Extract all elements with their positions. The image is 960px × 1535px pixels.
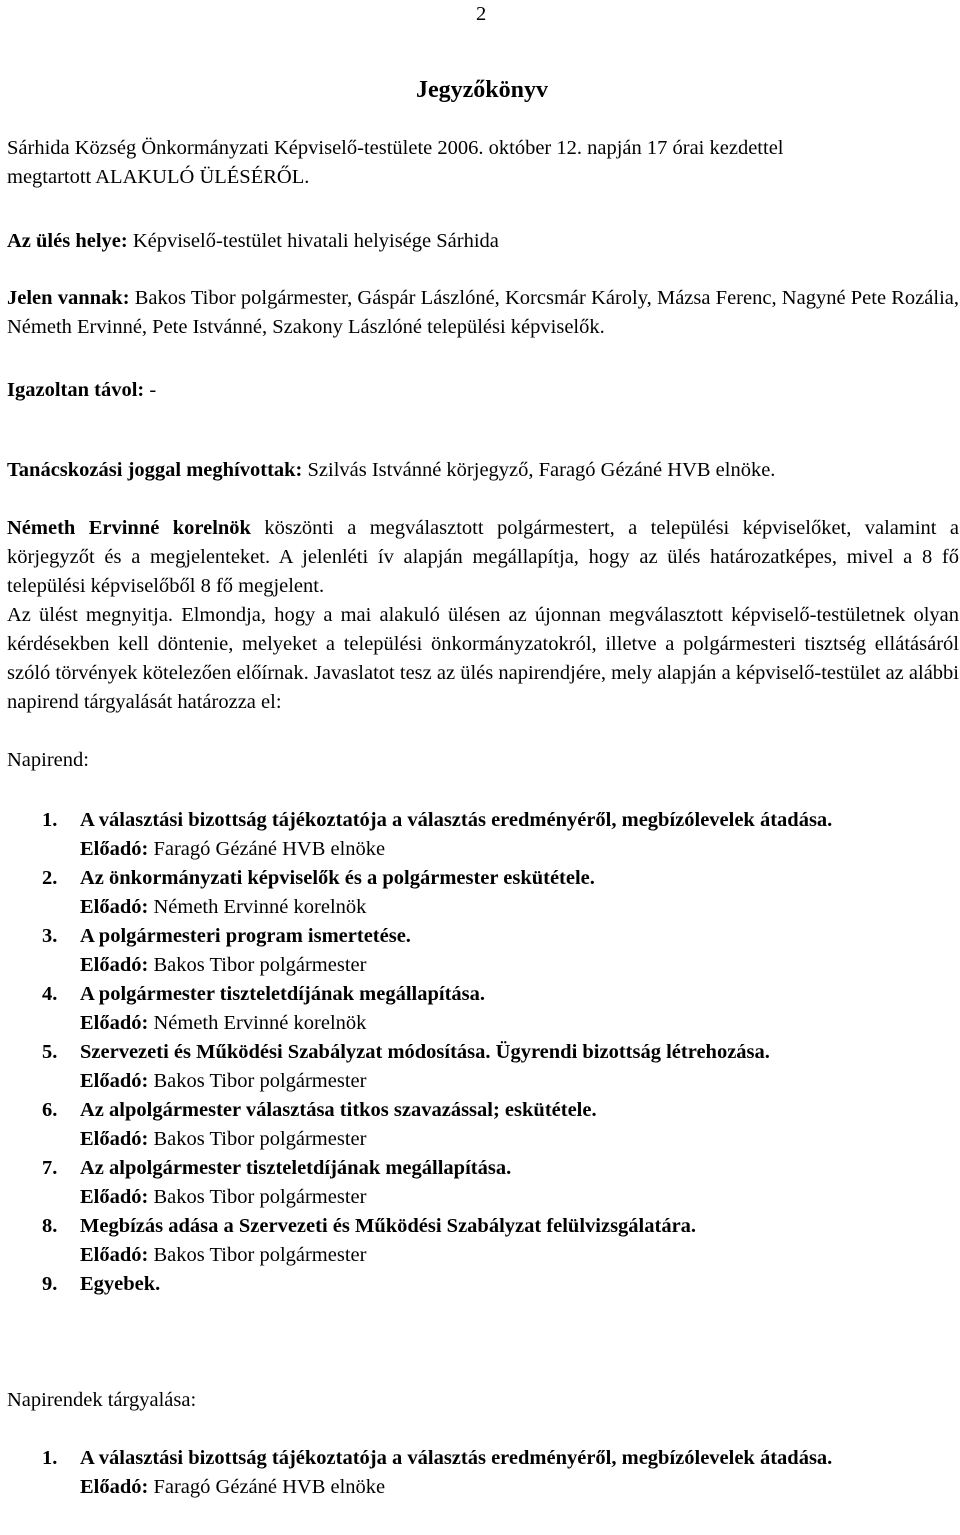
agenda-item-number: 6. [42,1099,58,1121]
agenda-item-number: 7. [42,1157,58,1179]
speaker-name: Németh Ervinné korelnök [148,896,367,918]
agenda-item-title: Az önkormányzati képviselők és a polgármester eskütétele. [80,867,595,889]
speaker-name: Bakos Tibor polgármester [148,1186,367,1208]
agenda-item-title: A polgármesteri program ismertetése. [80,925,411,947]
invited-label: Tanácskozási joggal meghívottak: [7,459,303,481]
agenda-item [0,922,960,980]
agenda-item-number: 8. [42,1215,58,1237]
agenda-item [0,980,960,1038]
present-label: Jelen vannak: [7,287,130,309]
absent-text: - [144,379,157,401]
agenda-item-speaker [80,951,960,980]
opening-paragraph [7,514,959,717]
agenda-item-speaker [80,1473,960,1502]
agenda-item-title: Szervezeti és Működési Szabályzat módosítása. Ügyrendi bizottság létrehozása. [80,1041,770,1063]
speaker-label: Előadó: [80,896,149,918]
speaker-name: Németh Ervinné korelnök [148,1012,367,1034]
opening-text: köszönti a megválasztott polgármestert, a települési képviselőket, valamint a körjegyzőt és a megjelenteket. A jelenléti ív alapján megállapítja, hogy az ülés határozatképes, mivel a 8 fő települési képviselőből 8 fő megjelent. [7,517,959,597]
speaker-name: Bakos Tibor polgármester [148,1128,367,1150]
intro-paragraph [7,134,959,192]
speaker-label: Előadó: [80,1012,149,1034]
agenda-item-title: A választási bizottság tájékoztatója a választás eredményéről, megbízólevelek átadása. [80,1447,833,1469]
agenda-item-number: 5. [42,1041,58,1063]
page-number: 2 [476,3,487,25]
document-title: Jegyzőkönyv [416,77,548,103]
discussion-list [0,1444,960,1502]
intro-line-2: megtartott ALAKULÓ ÜLÉSÉRŐL. [7,166,310,188]
agenda-item-speaker [80,1067,960,1096]
agenda-item-speaker [80,1183,960,1212]
agenda-item [0,1038,960,1096]
absent-label: Igazoltan távol: [7,379,145,401]
speaker-label: Előadó: [80,954,149,976]
agenda-item-title: Az alpolgármester választása titkos szavazással; eskütétele. [80,1099,597,1121]
speaker-name: Faragó Gézáné HVB elnöke [148,1476,386,1498]
invited-text: Szilvás Istvánné körjegyző, Faragó Gézáné HVB elnöke. [302,459,776,481]
agenda-item [0,806,960,864]
present-text: Bakos Tibor polgármester, Gáspár Lászlóné, Korcsmár Károly, Mázsa Ferenc, Nagyné Pete Rozália, Németh Ervinné, Pete Istvánné, Szakony Lászlóné települési képviselők. [7,287,959,338]
opening-label: Németh Ervinné korelnök [7,517,251,539]
speaker-name: Bakos Tibor polgármester [148,954,367,976]
absent-paragraph [7,376,959,405]
agenda-item [0,1444,960,1502]
speaker-label: Előadó: [80,1186,149,1208]
agenda-item [0,1154,960,1212]
agenda-item-number: 2. [42,867,58,889]
agenda-item-speaker [80,1125,960,1154]
agenda-item-title: Az alpolgármester tiszteletdíjának megállapítása. [80,1157,512,1179]
agenda-heading: Napirend: [7,749,89,771]
speaker-name: Bakos Tibor polgármester [148,1244,367,1266]
speaker-name: Bakos Tibor polgármester [148,1070,367,1092]
agenda-item-title: Egyebek. [80,1273,161,1295]
agenda-item-number: 9. [42,1273,58,1295]
agenda-item-speaker [80,1241,960,1270]
agenda-item-number: 3. [42,925,58,947]
speaker-name: Faragó Gézáné HVB elnöke [148,838,386,860]
venue-text: Képviselő-testület hivatali helyisége Sárhida [127,230,499,252]
agenda-item-speaker [80,1009,960,1038]
opening-text-2: Az ülést megnyitja. Elmondja, hogy a mai alakuló ülésen az újonnan megválasztott képviselő-testületnek olyan kérdésekben kell döntenie, melyeket a települési önkormányzatokról, illetve a polgármesteri tisztség ellátásáról szóló törvények kötelezően előírnak. Javaslatot tesz az ülés napirendjére, mely alapján a képviselő-testület az alábbi napirend tárgyalását határozza el: [7,604,959,713]
agenda-item-title: A választási bizottság tájékoztatója a választás eredményéről, megbízólevelek átadása. [80,809,833,831]
speaker-label: Előadó: [80,1244,149,1266]
venue-label: Az ülés helye: [7,230,128,252]
speaker-label: Előadó: [80,1476,149,1498]
agenda-item [0,1270,960,1299]
speaker-label: Előadó: [80,838,149,860]
speaker-label: Előadó: [80,1070,149,1092]
agenda-item-number: 4. [42,983,58,1005]
agenda-item-number: 1. [42,1447,58,1469]
agenda-item-speaker [80,835,960,864]
agenda-item-number: 1. [42,809,58,831]
discussion-heading: Napirendek tárgyalása: [7,1389,197,1411]
agenda-item [0,1096,960,1154]
invited-paragraph [7,456,959,485]
agenda-item [0,864,960,922]
intro-line-1: Sárhida Község Önkormányzati Képviselő-testülete 2006. október 12. napján 17 órai kezdettel [7,137,784,159]
present-paragraph [7,284,959,342]
venue-paragraph [7,227,959,256]
agenda-item-speaker [80,893,960,922]
speaker-label: Előadó: [80,1128,149,1150]
agenda-item-title: A polgármester tiszteletdíjának megállapítása. [80,983,486,1005]
agenda-list [0,806,960,1299]
agenda-item [0,1212,960,1270]
agenda-item-title: Megbízás adása a Szervezeti és Működési Szabályzat felülvizsgálatára. [80,1215,697,1237]
